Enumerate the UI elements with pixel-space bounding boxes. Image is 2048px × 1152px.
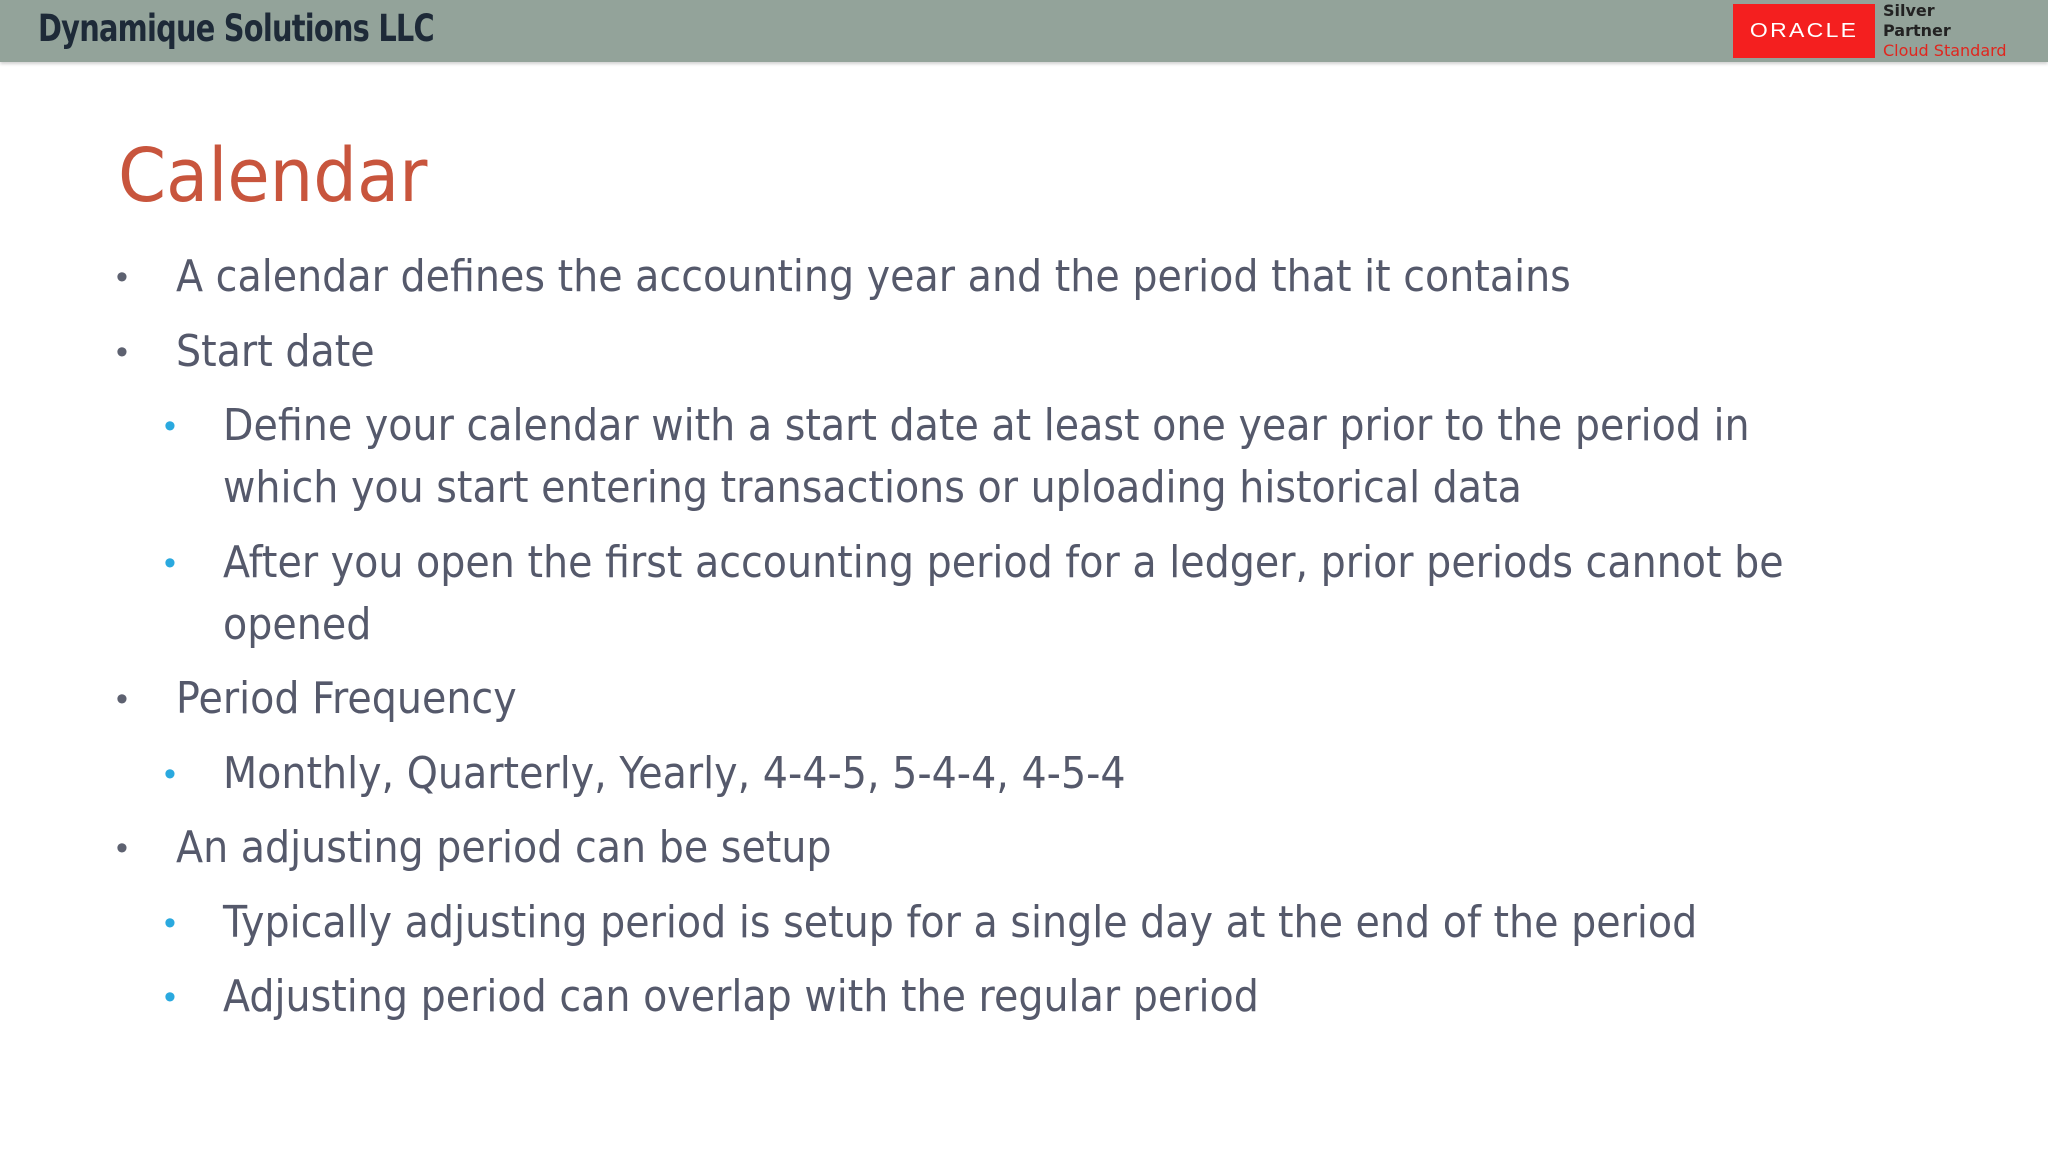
oracle-logo-text: ORACLE [1749,19,1859,42]
sub-bullet-text: Define your calendar with a start date at least one year prior to the period in [223,400,1750,451]
bullet-text: A calendar defines the accounting year and the period that it contains [176,251,1571,302]
company-name: Dynamique Solutions LLC [38,7,434,50]
partner-badge [1883,1,2007,61]
sub-bullet-text: Adjusting period can overlap with the regular period [223,971,1259,1022]
sub-bullet-text: Monthly, Quarterly, Yearly, 4-4-5, 5-4-4, 4-5-4 [223,747,1126,799]
partner-program: Cloud Standard [1883,41,2007,60]
bullet-text: An adjusting period can be setup [176,822,832,873]
sub-bullet-text: After you open the first accounting period for a ledger, prior periods cannot be [223,536,1784,588]
sub-bullet-text: Typically adjusting period is setup for a single day at the end of the period [223,896,1698,948]
bullet-marker: • [164,754,176,793]
sub-bullet-text: which you start entering transactions or uploading historical data [223,462,1522,513]
bullet-text: Start date [176,325,375,377]
bullet-marker: • [164,543,176,582]
oracle-logo [1733,4,1875,58]
bullet-marker: • [116,829,128,867]
partner-label: Partner [1883,21,1951,40]
bullet-marker: • [164,978,176,1016]
header-bar [0,0,2048,62]
partner-tier: Silver [1883,1,1935,20]
slide-title: Calendar [118,133,428,219]
sub-bullet-text: opened [223,598,372,650]
bullet-text: Period Frequency [176,673,517,724]
bullet-marker: • [164,903,176,942]
bullet-marker: • [116,680,128,718]
bullet-marker: • [164,407,176,445]
bullet-marker: • [116,332,128,371]
bullet-marker: • [116,258,128,296]
